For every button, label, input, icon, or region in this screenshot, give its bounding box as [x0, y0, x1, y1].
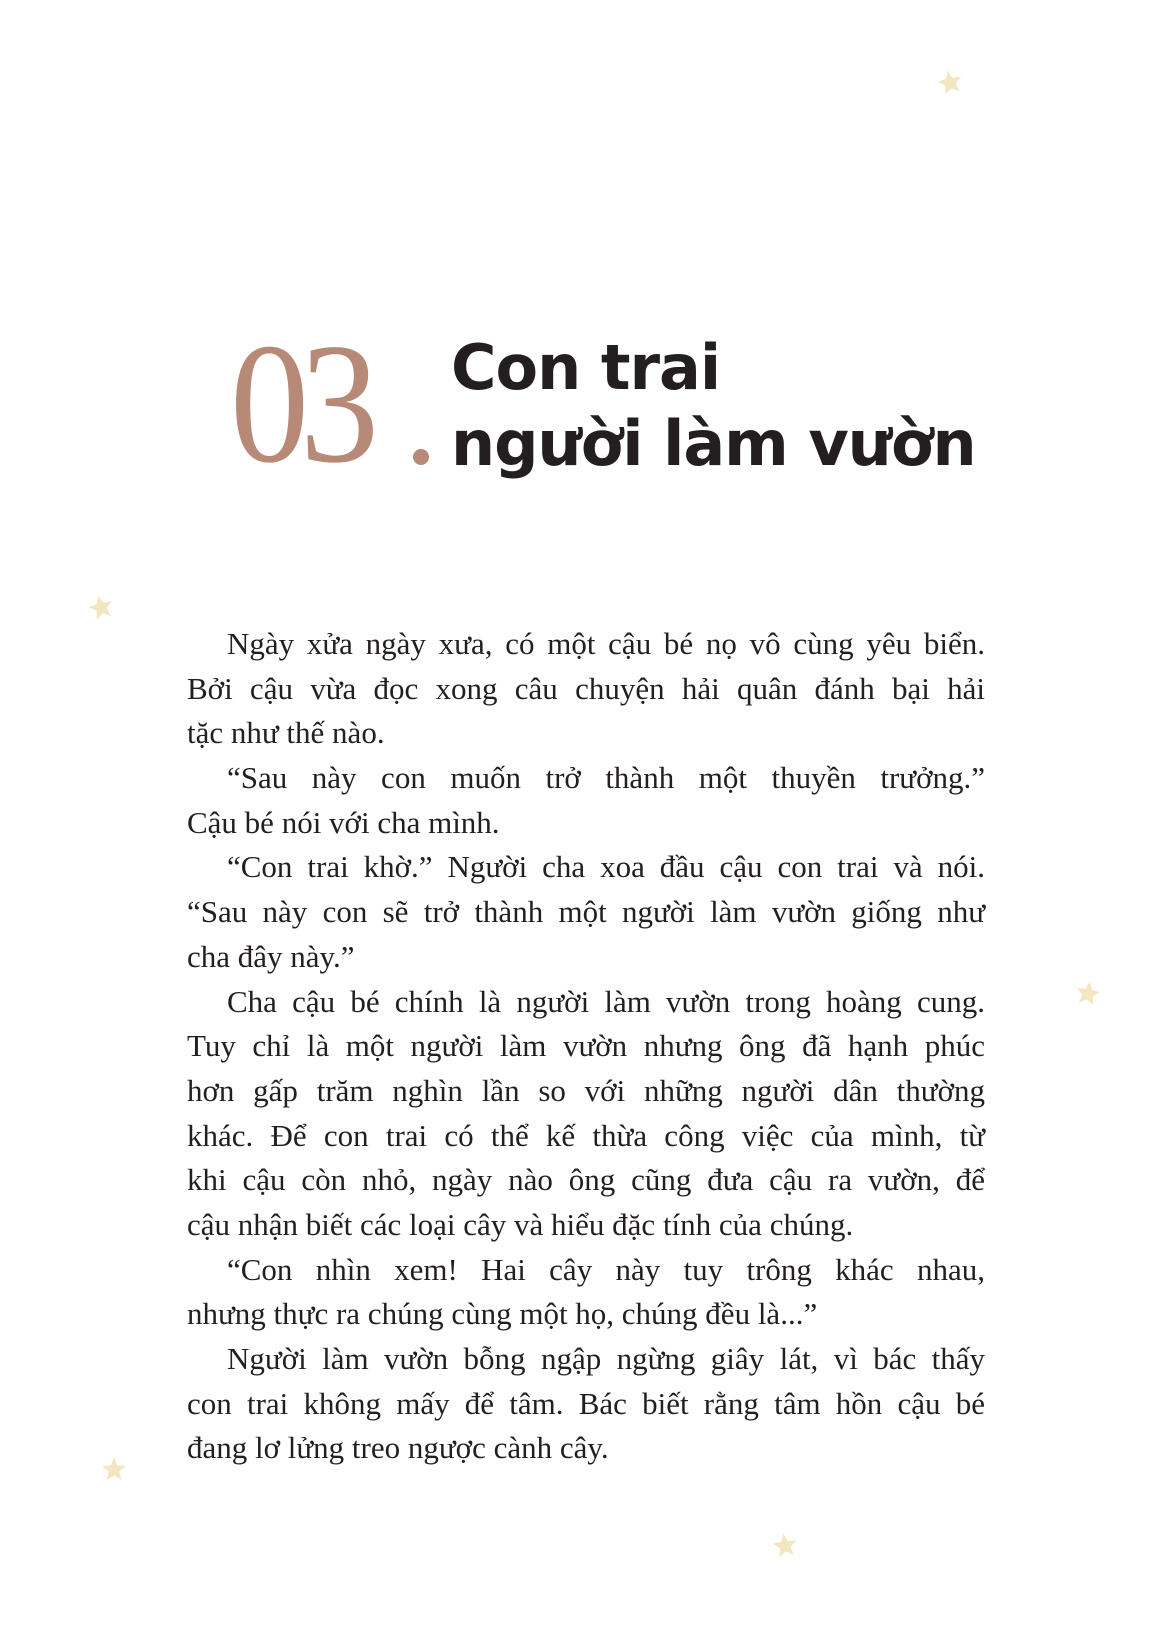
- text-line: Bởi cậu vừa đọc xong câu chuyện hải quân đánh bại hải: [187, 670, 985, 706]
- text-line: “Con nhìn xem! Hai cây này tuy trông khác nhau,: [227, 1251, 985, 1287]
- chapter-number: 03: [230, 309, 370, 499]
- text-line: con trai không mấy để tâm. Bác biết rằng tâm hồn cậu bé: [187, 1385, 985, 1421]
- text-line: Cha cậu bé chính là người làm vườn trong hoàng cung.: [227, 983, 985, 1019]
- text-line: khác. Để con trai có thể kế thừa công việc của mình, từ: [187, 1117, 985, 1153]
- text-line: Tuy chỉ là một người làm vườn nhưng ông đã hạnh phúc: [187, 1028, 985, 1064]
- text-line: Cậu bé nói với cha mình.: [187, 804, 500, 840]
- star-icon: [1075, 980, 1101, 1006]
- text-line: “Sau này con sẽ trở thành một người làm vườn giống như: [187, 894, 985, 930]
- star-icon: [772, 1532, 798, 1558]
- chapter-title-line-1: Con trai: [451, 331, 721, 404]
- text-line: hơn gấp trăm nghìn lần so với những người dân thường: [187, 1072, 985, 1108]
- text-line: đang lơ lửng treo ngược cành cây.: [187, 1430, 609, 1466]
- text-line: “Sau này con muốn trở thành một thuyền trưởng.”: [227, 760, 985, 796]
- text-line: Ngày xửa ngày xưa, có một cậu bé nọ vô cùng yêu biển.: [227, 626, 985, 661]
- star-icon: [937, 69, 963, 95]
- star-icon: [101, 1456, 127, 1482]
- text-line: nhưng thực ra chúng cùng một họ, chúng đều là...”: [187, 1296, 818, 1332]
- chapter-title: [451, 330, 976, 482]
- chapter-title-line-2: người làm vườn: [451, 407, 976, 480]
- text-line: tặc như thế nào.: [187, 715, 385, 751]
- text-line: Người làm vườn bỗng ngập ngừng giây lát, vì bác thấy: [227, 1341, 985, 1376]
- text-line: “Con trai khờ.” Người cha xoa đầu cậu con trai và nói.: [227, 849, 985, 885]
- star-icon: [88, 594, 114, 620]
- body-text: [187, 622, 985, 1471]
- text-line: khi cậu còn nhỏ, ngày nào ông cũng đưa cậu ra vườn, để: [187, 1162, 985, 1198]
- chapter-number-dot: [413, 449, 429, 465]
- text-line: cha đây này.”: [187, 938, 355, 974]
- text-line: cậu nhận biết các loại cây và hiểu đặc tính của chúng.: [187, 1206, 854, 1242]
